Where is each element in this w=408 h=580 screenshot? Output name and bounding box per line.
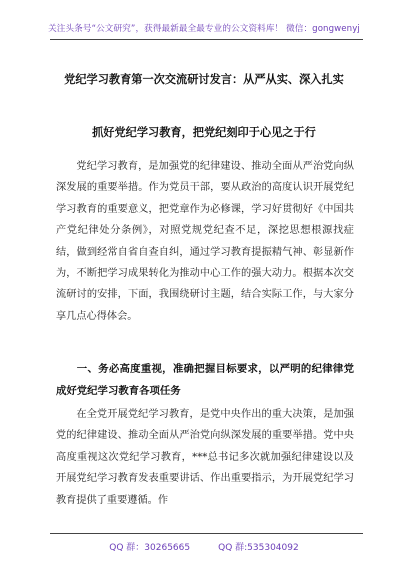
body-paragraph-2: 在全党开展党纪学习教育，是党中央作出的重大决策，是加强党的纪律建设、推动全面从严治党向纵深发展的重要举措。党中央高度重视这次党纪学习教育，***总书记多次就加强纪律建设以及开展党纪学习教育发表重要讲话、作出重要指示，为开展党纪学习教育提供了重要遵循。作: [56, 409, 354, 506]
document-title-line-2: 抓好党纪学习教育，把党纪刻印于心见之于行: [92, 126, 316, 139]
document-title-line-1: 党纪学习教育第一次交流研讨发言：从严从实、深入扎实: [64, 73, 344, 86]
body-paragraph-2-block: [56, 404, 354, 511]
body-paragraph-1-block: [56, 156, 354, 327]
header-divider: [50, 39, 363, 40]
footer-qq-group-2: QQ 群:535304092: [218, 543, 299, 553]
header-promo-note: 关注头条号“公文研究”，获得最新最全最专业的公文资料库！ 微信：gongwenyj: [48, 24, 360, 34]
footer-qq-group-1: QQ 群：30265665: [109, 543, 191, 553]
footer-contact: [0, 540, 408, 553]
body-paragraph-1: 党纪学习教育，是加强党的纪律建设、推动全面从严治党向纵深发展的重要举措。作为党员干部，要从政治的高度认识开展党纪学习教育的重要意义，把党章作为必修课，学习好贯彻好《中国共产党纪律处分条例》，对照党规党纪查不足，深挖思想根源找症结，做到经常自省自查自纠，通过学习教育提振精气神、彰显新作为，不断把学习成果转化为推动中心工作的强大动力。根据本次交流研讨的安排，下面，我围绕研讨主题，结合实际工作，与大家分享几点心得体会。: [56, 161, 354, 322]
footer-divider: [50, 533, 363, 534]
section-heading-1: 一、务必高度重视，准确把握目标要求，以严明的纪律律党成好党纪学习教育各项任务: [56, 363, 354, 397]
